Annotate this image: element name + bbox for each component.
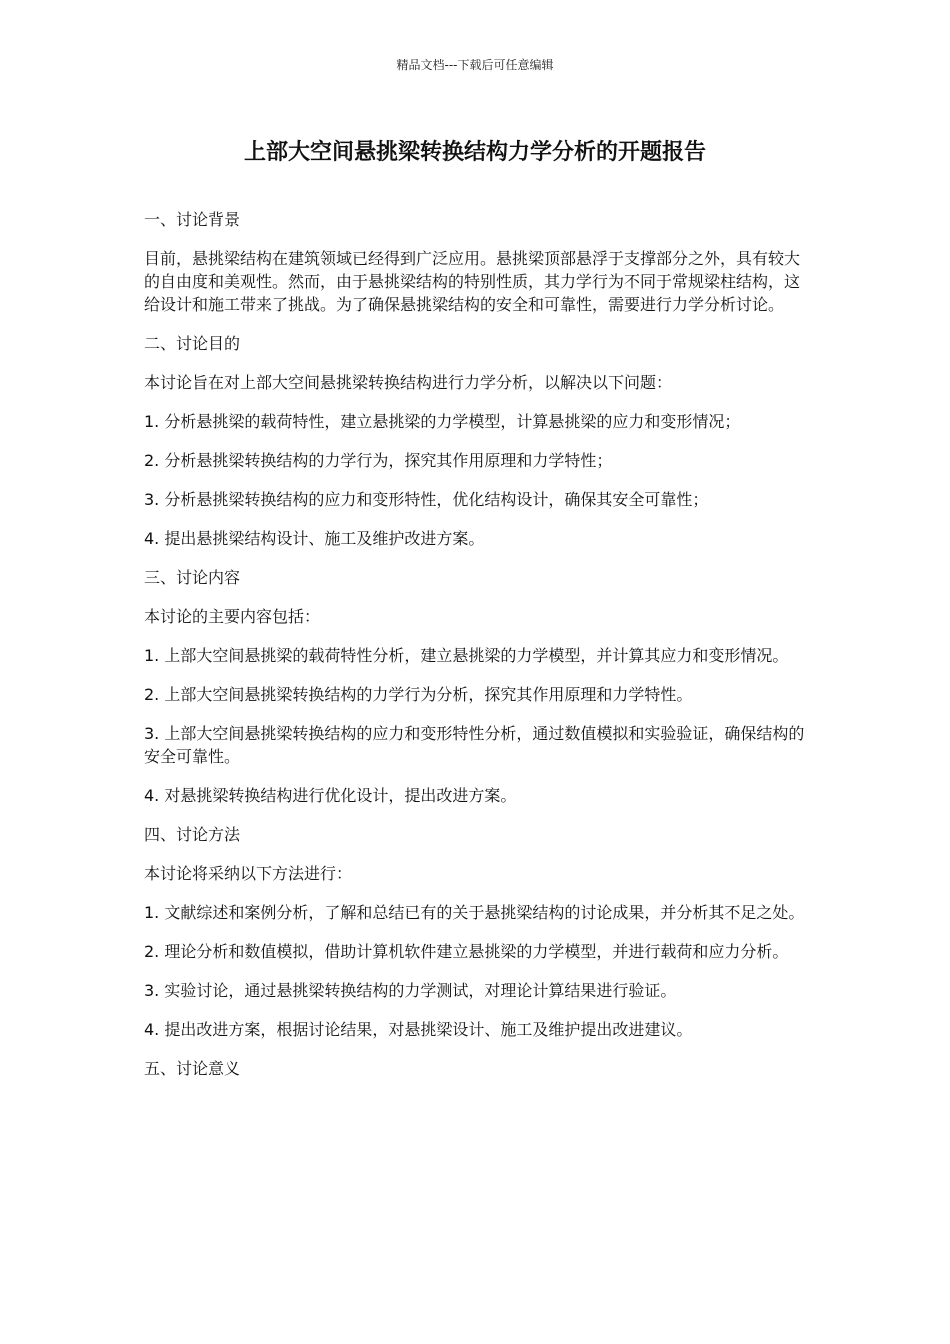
content-item-1: 1. 上部大空间悬挑梁的载荷特性分析，建立悬挑梁的力学模型，并计算其应力和变形情况。 xyxy=(144,646,789,665)
method-item-3: 3. 实验讨论，通过悬挑梁转换结构的力学测试，对理论计算结果进行验证。 xyxy=(144,981,677,1000)
document-body xyxy=(144,208,806,1096)
section-heading-significance: 五、讨论意义 xyxy=(144,1059,241,1078)
section-heading-content: 三、讨论内容 xyxy=(144,568,241,587)
purpose-intro: 本讨论旨在对上部大空间悬挑梁转换结构进行力学分析，以解决以下问题： xyxy=(144,373,673,392)
header-note: 精品文档---下载后可任意编辑 xyxy=(396,58,554,72)
section-heading-background: 一、讨论背景 xyxy=(144,210,241,229)
content-item-4: 4. 对悬挑梁转换结构进行优化设计，提出改进方案。 xyxy=(144,786,517,805)
purpose-item-3: 3. 分析悬挑梁转换结构的应力和变形特性，优化结构设计，确保其安全可靠性； xyxy=(144,490,709,509)
purpose-item-4: 4. 提出悬挑梁结构设计、施工及维护改进方案。 xyxy=(144,529,485,548)
method-item-4: 4. 提出改进方案，根据讨论结果，对悬挑梁设计、施工及维护提出改进建议。 xyxy=(144,1020,693,1039)
background-paragraph: 目前，悬挑梁结构在建筑领域已经得到广泛应用。悬挑梁顶部悬浮于支撑部分之外，具有较大的自由度和美观性。然而，由于悬挑梁结构的特别性质，其力学行为不同于常规梁柱结构，这给设计和施工带来了挑战。为了确保悬挑梁结构的安全和可靠性，需要进行力学分析讨论。 xyxy=(144,249,801,314)
method-intro: 本讨论将采纳以下方法进行： xyxy=(144,864,353,883)
content-item-2: 2. 上部大空间悬挑梁转换结构的力学行为分析，探究其作用原理和力学特性。 xyxy=(144,685,693,704)
purpose-item-2: 2. 分析悬挑梁转换结构的力学行为，探究其作用原理和力学特性； xyxy=(144,451,613,470)
content-item-3: 3. 上部大空间悬挑梁转换结构的应力和变形特性分析，通过数值模拟和实验验证，确保结构的安全可靠性。 xyxy=(144,724,805,766)
purpose-item-1: 1. 分析悬挑梁的载荷特性，建立悬挑梁的力学模型，计算悬挑梁的应力和变形情况； xyxy=(144,412,741,431)
document-title: 上部大空间悬挑梁转换结构力学分析的开题报告 xyxy=(243,140,706,165)
content-intro: 本讨论的主要内容包括： xyxy=(144,607,321,626)
section-heading-purpose: 二、讨论目的 xyxy=(144,334,241,353)
method-item-2: 2. 理论分析和数值模拟，借助计算机软件建立悬挑梁的力学模型，并进行载荷和应力分析。 xyxy=(144,942,789,961)
method-item-1: 1. 文献综述和案例分析，了解和总结已有的关于悬挑梁结构的讨论成果，并分析其不足之处。 xyxy=(144,903,805,922)
section-heading-method: 四、讨论方法 xyxy=(144,825,241,844)
